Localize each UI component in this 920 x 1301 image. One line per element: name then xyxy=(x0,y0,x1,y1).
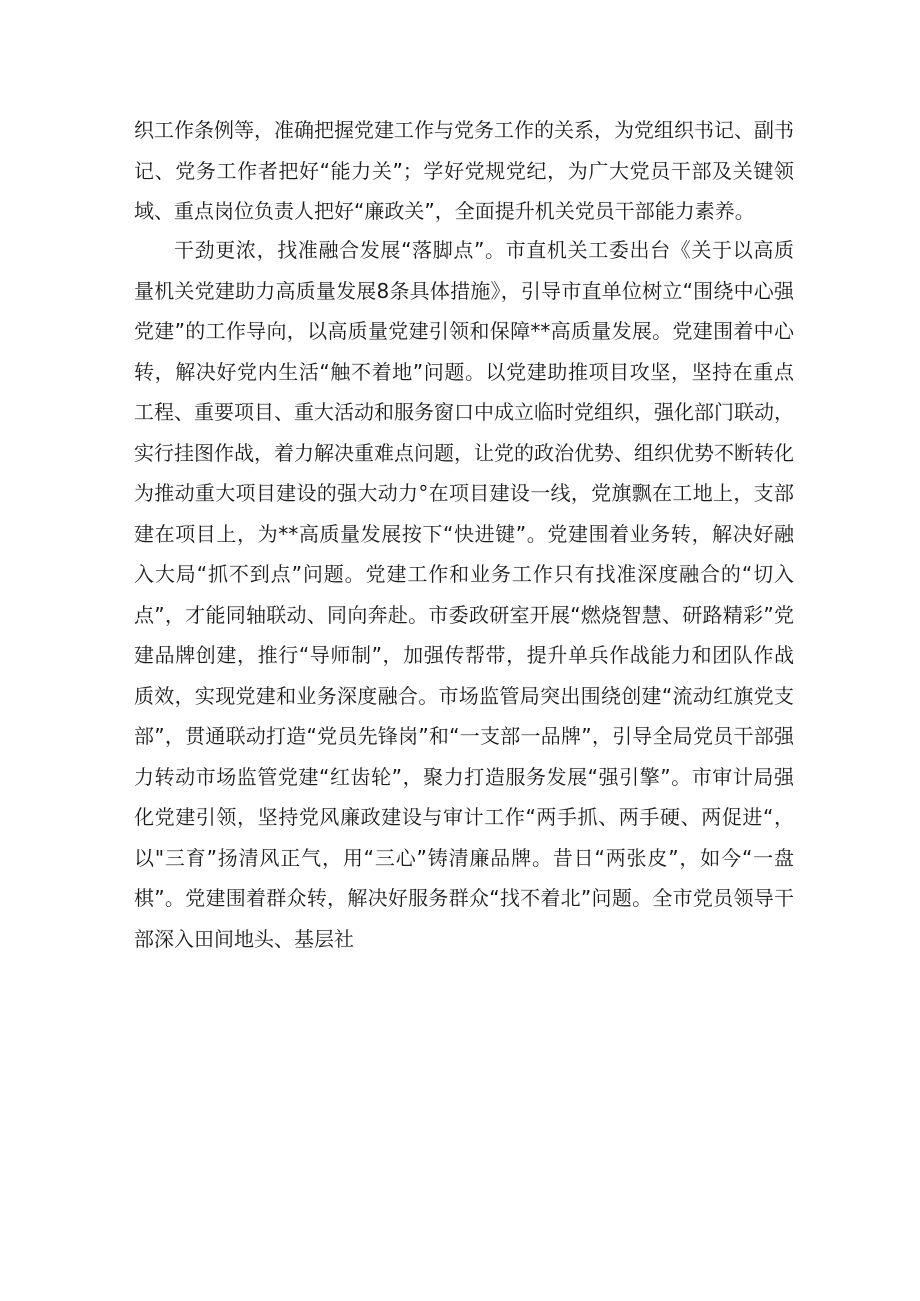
paragraph-text: 干劲更浓，找准融合发展“落脚点”。市直机关工委出台《关于以高质量机关党建助力高质量发展8条具体措施》，引导市直单位树立“围绕中心强党建”的工作导向，以高质量党建引领和保障**高质量发展。党建围着中心转，解决好党内生活“触不着地”问题。以党建助推项目攻坚，坚持在重点工程、重要项目、重大活动和服务窗口中成立临时党组织，强化部门联动，实行挂图作战，着力解决重难点问题，让党的政治优势、组织优势不断转化为推动重大项目建设的强大动力°在项目建设一线，党旗飘在工地上，支部建在项目上，为**高质量发展按下“快进键”。党建围着业务转，解决好融入大局“抓不到点”问题。党建工作和业务工作只有找准深度融合的“切入点”，才能同轴联动、同向奔赴。市委政研室开展“燃烧智慧、研路精彩”党建品牌创建，推行“导师制”，加强传帮带，提升单兵作战能力和团队作战质效，实现党建和业务深度融合。市场监管局突出围绕创建“流动红旗党支部”，贯通联动打造“党员先锋岗”和“一支部一品牌”，引导全局党员干部强力转动市场监管党建“红齿轮”，聚力打造服务发展“强引擎”。市审计局强化党建引领，坚持党风廉政建设与审计工作“两手抓、两手硬、两促进“，以"三育”扬清风正气，用“三心”铸清廉品牌。昔日“两张皮”，如今“一盘棋”。党建围着群众转，解决好服务群众“找不着北”问题。全市党员领导干部深入田间地头、基层社 xyxy=(134,238,794,951)
paragraph-text: 织工作条例等，准确把握党建工作与党务工作的关系，为党组织书记、副书记、党务工作者把好“能力关”；学好党规党纪，为广大党员干部及关键领域、重点岗位负责人把好“廉政关”，全面提升机关党员干部能力素养。 xyxy=(134,118,794,223)
paragraph-continued xyxy=(134,110,794,232)
paragraph-main xyxy=(134,230,794,959)
